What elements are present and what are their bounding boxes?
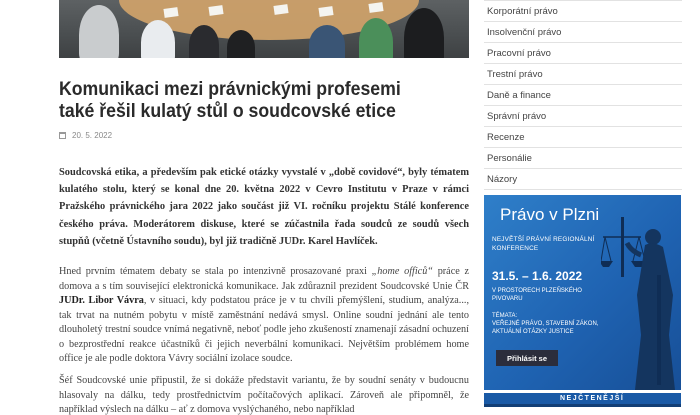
article-title: Komunikaci mezi právnickými profesemi také řešil kulatý stůl o soudcovské etice	[59, 79, 401, 122]
category-item[interactable]: Správní právo	[484, 106, 682, 127]
category-item[interactable]: Recenze	[484, 127, 682, 148]
article-meta	[59, 131, 112, 140]
ad-topics-heading: TÉMATA:	[492, 313, 518, 319]
paragraph-text: , v situaci, kdy podstatou práce je v tu chvíli přemýšlení, studium, analýza..., tak trvat na nutném pobytu v místě zaměstnání nedává smysl. Online soudní jednání ale tento dlouholetý trestní soudce vnímá negativně, neboť podle jeho zkušeností znamenají zásadní ochuzení o bezprostřední reakce účastníků či jejich neverbální komunikaci. Největším problémem home office je ale podle doktora Vávry sociální izolace soudce.	[59, 295, 469, 364]
paragraph-emphasis: „home officů“	[371, 266, 433, 277]
category-item[interactable]: Insolvenční právo	[484, 22, 682, 43]
category-item[interactable]: Názory	[484, 169, 682, 190]
ad-venue: V PROSTORECH PLZEŇSKÉHO PIVOVARU	[492, 288, 582, 302]
most-read-tab[interactable]	[484, 393, 681, 407]
article-paragraph-1	[59, 265, 469, 367]
category-item[interactable]: Personálie	[484, 148, 682, 169]
ad-title: Právo v Plzni	[500, 205, 600, 224]
most-read-label: NEJČTENĚJŠÍ	[560, 395, 625, 402]
calendar-icon	[59, 132, 66, 139]
category-item[interactable]: Daně a finance	[484, 85, 682, 106]
article-lead: Soudcovská etika, a především pak etické otázky vyvstalé v „době covidové“, byly tématem kulatého stolu, který se konal dne 20. května 2022 v Cevro Institutu v Praze v rámci Pražského právnického jara 2022 jako součást již VI. ročníku projektu Stálé konference českého práva. Moderátorem diskuse, které se zúčastnila řada soudců ze soudů všech stupňů (včetně Ústavního soudu), byl již tradičně JUDr. Karel Havlíček.	[59, 167, 469, 247]
category-item[interactable]: Pracovní právo	[484, 43, 682, 64]
article-date: 20. 5. 2022	[72, 131, 113, 140]
sidebar	[484, 0, 682, 190]
category-item[interactable]: Trestní právo	[484, 64, 682, 85]
person-name: JUDr. Libor Vávra	[59, 295, 144, 306]
category-list	[484, 0, 682, 190]
conference-ad-banner[interactable]	[484, 195, 681, 390]
register-button[interactable]: Přihlásit se	[496, 350, 558, 366]
ad-date: 31.5. – 1.6. 2022	[492, 269, 583, 283]
paragraph-text: Hned prvním tématem debaty se stala po intenzivně prosazované praxi	[59, 266, 372, 277]
article-hero-image	[59, 0, 469, 58]
ad-topics: VEŘEJNÉ PRÁVO, STAVEBNÍ ZÁKON, AKTUÁLNÍ OTÁZKY JUSTICE	[492, 321, 599, 335]
ad-subtitle: NEJVĚTŠÍ PRÁVNÍ REGIONÁLNÍ KONFERENCE	[492, 236, 595, 252]
article	[59, 0, 469, 58]
paragraph-text: práce z domova a s tím související elektronická komunikace. Jak zdůraznil prezident Soudcovské Unie ČR	[59, 266, 469, 292]
article-paragraph-2: Šéf Soudcovské unie připustil, že si dokáže představit variantu, že by soudní senáty v budoucnu hlasovaly na dálku, tedy prostřednictvím počítačových aplikací. Zároveň ale připomněl, že například výslech na dálku – ať z domova vyslýchaného, nebo například	[59, 375, 469, 415]
category-item[interactable]: Korporátní právo	[484, 1, 682, 22]
